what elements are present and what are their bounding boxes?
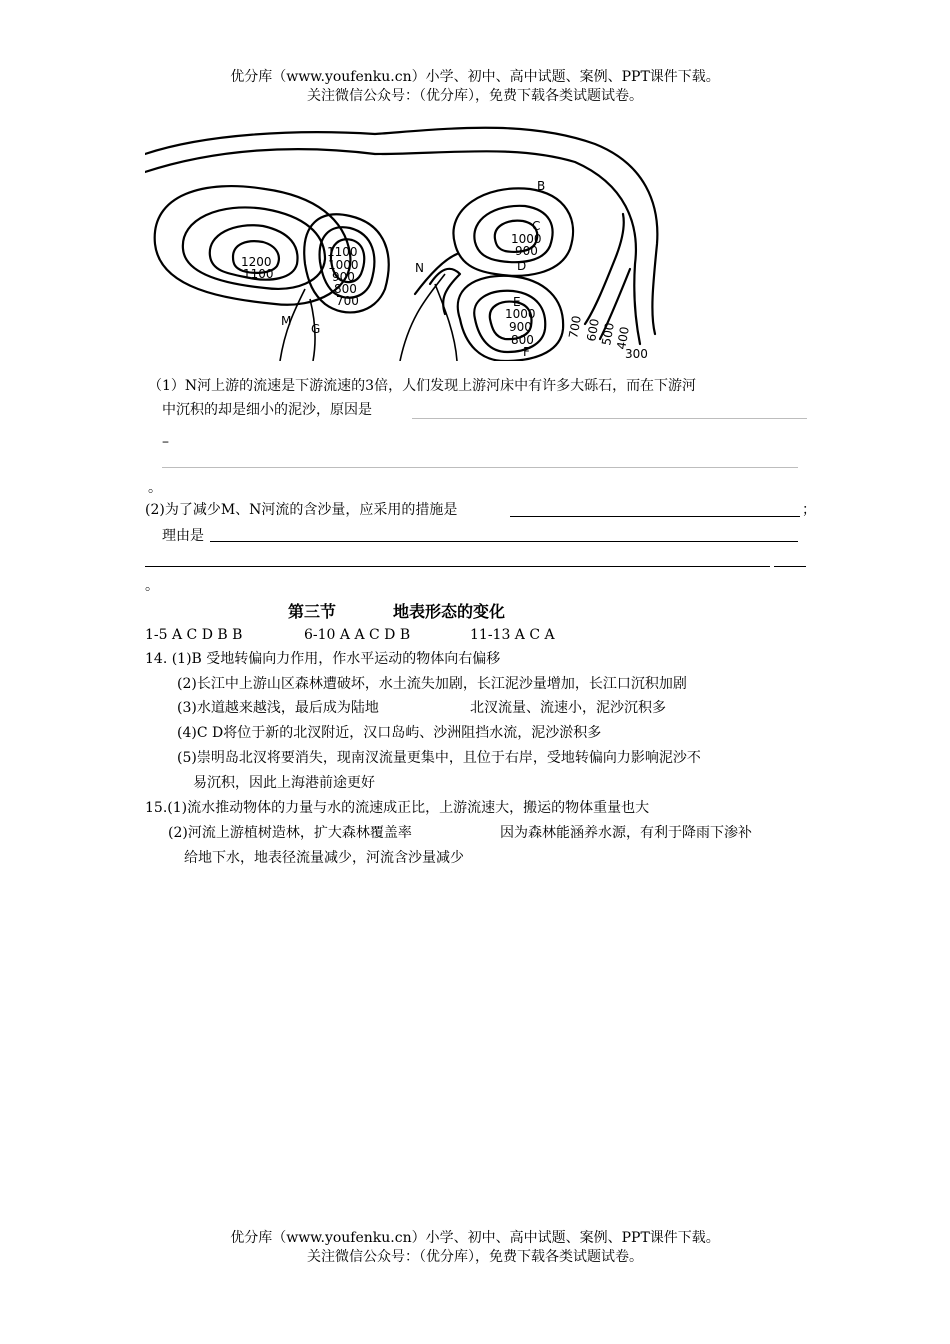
label-700-r: 700: [566, 314, 584, 340]
answer-14-5a: (5)崇明岛北汊将要消失，现南汊流量更集中，且位于右岸，受地转偏向力影响泥沙不: [177, 750, 701, 766]
label-300-r: 300: [625, 347, 648, 361]
footer-line-2: 关注微信公众号：（优分库），免费下载各类试题试卷。: [307, 1249, 643, 1265]
label-800-e: 800: [511, 333, 534, 347]
answer-14-3a: (3)水道越来越浅，最后成为陆地: [177, 700, 379, 716]
label-1000-c: 1000: [511, 232, 542, 246]
q1-answer-blank-2[interactable]: [162, 467, 798, 468]
section-title: 地表形态的变化: [393, 602, 506, 621]
answer-14-4: (4)C D将位于新的北汊附近，汉口岛屿、沙洲阻挡水流，泥沙淤积多: [177, 725, 602, 741]
q2-answer-blank-4[interactable]: [774, 566, 806, 567]
contour-line: [430, 269, 460, 314]
label-E: E: [513, 295, 521, 309]
q2-semicolon: ；: [802, 502, 816, 518]
label-C: C: [532, 219, 541, 233]
label-900-c: 900: [515, 244, 538, 258]
header-line-1: 优分库（www.youfenku.cn）小学、初中、高中试题、案例、PPT课件下载。: [230, 69, 720, 85]
q2-answer-blank-1[interactable]: [510, 516, 800, 517]
contour-line: [585, 214, 624, 324]
q2-line-1: (2)为了减少M、N河流的含沙量，应采用的措施是: [145, 502, 458, 518]
label-1000-e: 1000: [505, 307, 536, 321]
label-600-r: 600: [584, 317, 602, 343]
label-800-mid: 800: [334, 282, 357, 296]
q2-answer-blank-3[interactable]: [145, 566, 770, 567]
label-1100-left: 1100: [243, 267, 274, 281]
answer-14-2: (2)长江中上游山区森林遭破坏，水土流失加剧，长江泥沙量增加，长江口沉积加剧: [177, 676, 687, 692]
label-1000-mid: 1000: [328, 258, 359, 272]
label-700-mid: 700: [336, 294, 359, 308]
answer-14-1: 14. (1)B 受地转偏向力作用，作水平运动的物体向右偏移: [145, 651, 501, 667]
answer-15-2c: 给地下水，地表径流量减少，河流含沙量减少: [184, 850, 464, 866]
answer-15-1: 15.(1)流水推动物体的力量与水的流速成正比，上游流速大，搬运的物体重量也大: [145, 800, 650, 816]
label-900-mid: 900: [332, 270, 355, 284]
contour-line: [145, 149, 640, 344]
q1-line-2: 中沉积的却是细小的泥沙，原因是: [162, 402, 372, 418]
label-G: G: [311, 322, 321, 336]
answer-mc-2: 6-10 A A C D B: [304, 627, 411, 643]
header-line-2: 关注微信公众号：（优分库），免费下载各类试题试卷。: [307, 88, 643, 104]
label-D: D: [517, 259, 527, 273]
section-number: 第三节: [288, 602, 337, 621]
q1-line-1: （1）N河上游的流速是下游流速的3倍，人们发现上游河床中有许多大砾石，而在下游河: [148, 378, 697, 394]
label-1100-mid: 1100: [327, 245, 358, 259]
label-500-r: 500: [599, 321, 617, 347]
label-B: B: [537, 179, 546, 193]
label-400-r: 400: [614, 325, 632, 351]
label-F: F: [523, 345, 530, 359]
river-n: [400, 274, 445, 361]
q2-answer-blank-2[interactable]: [210, 541, 798, 542]
q1-end: 。: [148, 480, 162, 496]
answer-14-5b: 易沉积，因此上海港前途更好: [193, 775, 375, 791]
answer-14-3b: 北汊流量、流速小，泥沙沉积多: [470, 700, 666, 716]
label-1200: 1200: [241, 255, 272, 269]
q1-answer-blank-1[interactable]: [412, 418, 807, 419]
q1-dash: –: [162, 434, 169, 450]
answer-15-2b: 因为森林能涵养水源，有利于降雨下渗补: [500, 825, 752, 841]
q2-line-2: 理由是: [162, 528, 204, 544]
label-N: N: [415, 261, 424, 275]
footer-line-1: 优分库（www.youfenku.cn）小学、初中、高中试题、案例、PPT课件下载。: [230, 1230, 720, 1246]
contour-line: [145, 128, 657, 334]
label-900-e: 900: [509, 320, 532, 334]
label-M: M: [281, 314, 292, 328]
q2-end: 。: [145, 578, 159, 594]
river-n: [435, 284, 457, 361]
contour-map: [145, 124, 660, 361]
answer-mc-1: 1-5 A C D B B: [145, 627, 243, 643]
answer-mc-3: 11-13 A C A: [470, 627, 555, 643]
answer-15-2a: (2)河流上游植树造林，扩大森林覆盖率: [168, 825, 412, 841]
